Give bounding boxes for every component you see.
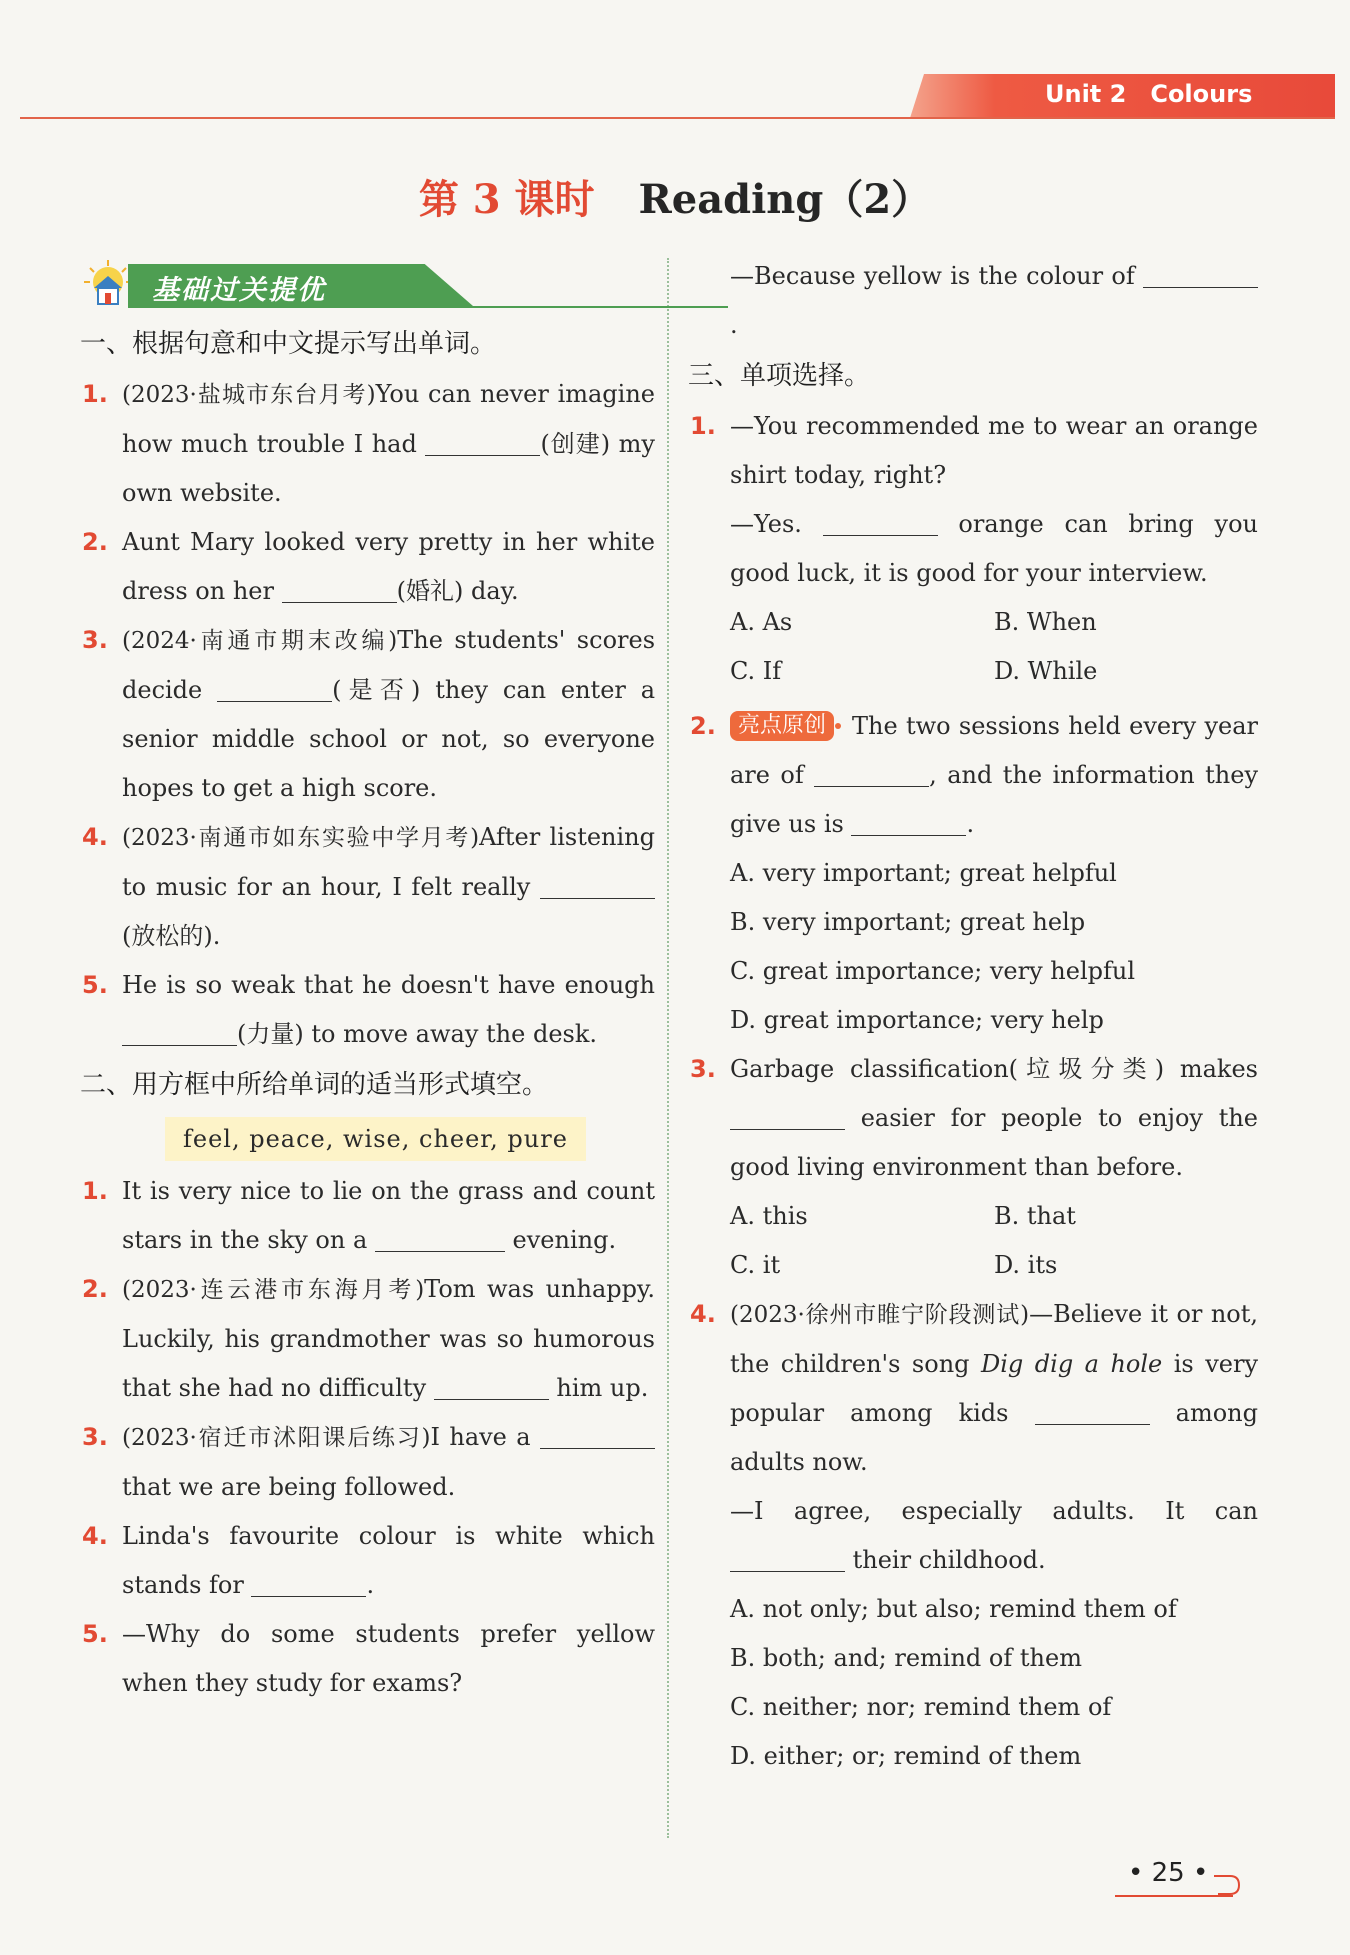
option-c[interactable]: C. If (730, 657, 782, 685)
answer-blank[interactable] (282, 576, 397, 603)
question-source: (2023·盐城市东台月考) (122, 382, 376, 408)
option-b[interactable]: B. When (994, 608, 1097, 636)
question-text: —You recommended me to wear an orange shirt today, right? (730, 412, 1258, 489)
option-b[interactable]: B. very important; great help (730, 908, 1086, 936)
question-text: orange can bring you good luck, it is good for your interview. (730, 510, 1258, 587)
question-number: 1. (690, 412, 716, 440)
question-number: 2. (82, 1275, 108, 1303)
option-c[interactable]: C. it (730, 1251, 781, 1279)
question-text: After listening to music for an hour, I felt really (122, 823, 655, 901)
question-number: 3. (690, 1055, 716, 1083)
question-text: is very popular among kids (730, 1350, 1259, 1427)
question-text: I have a (430, 1423, 540, 1451)
question-number: 1. (82, 1177, 108, 1205)
question-text: You can never imagine how much trouble I had (122, 380, 656, 458)
question-text: they can enter a senior middle school or not, so everyone hopes to get a high score. (122, 676, 655, 802)
s3-question-4 (688, 1290, 1258, 1585)
s2-question-2 (80, 1265, 655, 1413)
option-a[interactable]: A. this (730, 1202, 808, 1230)
answer-blank[interactable] (434, 1373, 549, 1400)
question-text: that we are being followed. (122, 1473, 456, 1501)
question-text: easier for people to enjoy the good living environment than before. (730, 1104, 1258, 1181)
chinese-hint: (婚礼) (396, 577, 464, 605)
option-c[interactable]: C. great importance; very helpful (730, 957, 1136, 985)
question-text: him up. (548, 1374, 649, 1402)
unit-topic: Colours (1150, 80, 1253, 108)
chinese-hint: (创建) (540, 430, 611, 458)
question-text: my own website. (122, 430, 655, 507)
question-number: 2. (82, 528, 108, 556)
question-text: The two sessions held every year are of (730, 712, 1258, 789)
question-number: 2. (690, 712, 716, 740)
s3-q1-options-row1 (688, 598, 1258, 647)
question-text: . (212, 922, 221, 950)
question-source: (2023·连云港市东海月考) (122, 1277, 425, 1303)
unit-number: Unit 2 (1045, 80, 1127, 108)
lesson-title: Reading（2） (638, 176, 932, 223)
chinese-hint: (力量) (237, 1020, 304, 1048)
section3-heading: 三、单项选择。 (688, 361, 871, 391)
question-number: 4. (82, 823, 108, 851)
answer-blank[interactable] (730, 1545, 845, 1572)
right-column (688, 252, 1258, 1781)
question-text: —I agree, especially adults. It can (730, 1497, 1258, 1525)
question-number: 1. (82, 380, 108, 408)
s3-q3-options-row2 (688, 1241, 1258, 1290)
question-number: 5. (82, 971, 108, 999)
question-source: (2023·南通市如东实验中学月考) (122, 825, 480, 851)
s1-question-3 (80, 616, 655, 813)
question-text: to move away the desk. (303, 1020, 598, 1048)
question-text: evening. (504, 1226, 617, 1254)
question-text: . (966, 810, 975, 838)
option-d[interactable]: D. While (994, 657, 1098, 685)
s3-question-1 (688, 402, 1258, 598)
question-text: Garbage classification(垃圾分类) makes (730, 1055, 1258, 1083)
s2-question-3 (80, 1413, 655, 1512)
question-text: , and the information they give us is (730, 761, 1259, 838)
question-source: (2023·宿迁市沭阳课后练习) (122, 1425, 431, 1451)
song-title: Dig dig a hole (981, 1350, 1163, 1378)
answer-blank[interactable] (540, 872, 655, 899)
question-text: —Why do some students prefer yellow when they study for exams? (122, 1620, 655, 1697)
chinese-hint: (是否) (332, 676, 421, 704)
original-badge: 亮点原创 (730, 711, 834, 741)
question-text: Linda's favourite colour is white which stands for (122, 1522, 655, 1599)
question-text: day. (463, 577, 519, 605)
answer-blank[interactable] (251, 1570, 366, 1597)
unit-label (1045, 80, 1276, 108)
question-source: (2024·南通市期末改编) (122, 628, 398, 654)
option-a[interactable]: A. very important; great helpful (730, 859, 1117, 887)
question-text: It is very nice to lie on the grass and count stars in the sky on a (122, 1177, 655, 1254)
question-text: Aunt Mary looked very pretty in her white dress on her (122, 528, 655, 605)
lesson-number: 第 3 课时 (418, 176, 595, 223)
s1-question-1 (80, 370, 655, 518)
question-text: Tom was unhappy. Luckily, his grandmother was so humorous that she had no difficulty (122, 1275, 655, 1402)
option-a[interactable]: A. not only; but also; remind them of (730, 1595, 1177, 1623)
question-number: 5. (82, 1620, 108, 1648)
question-text: among adults now. (730, 1399, 1258, 1476)
option-b[interactable]: B. both; and; remind of them (730, 1644, 1082, 1672)
header-rule (20, 117, 1335, 119)
answer-blank[interactable] (375, 1225, 505, 1252)
answer-blank[interactable] (814, 760, 929, 787)
answer-blank[interactable] (122, 1019, 237, 1046)
question-number: 4. (690, 1300, 716, 1328)
question-text: —Because yellow is the colour of (730, 262, 1143, 290)
option-a[interactable]: A. As (730, 608, 793, 636)
question-text: The students' scores decide (122, 626, 656, 704)
answer-blank[interactable] (425, 429, 540, 456)
s1-question-5 (80, 961, 655, 1059)
banner-label: 基础过关提优 (152, 275, 326, 306)
left-column (80, 258, 655, 1708)
section1-heading: 一、根据句意和中文提示写出单词。 (80, 329, 497, 359)
column-divider (667, 258, 669, 1838)
s1-question-4 (80, 813, 655, 961)
s3-question-2 (688, 702, 1258, 849)
answer-blank[interactable] (823, 509, 938, 536)
answer-blank[interactable] (851, 809, 966, 836)
word-box: feel, peace, wise, cheer, pure (165, 1117, 586, 1161)
answer-blank[interactable] (217, 675, 332, 702)
s3-question-3 (688, 1045, 1258, 1192)
answer-blank[interactable] (1035, 1398, 1150, 1425)
option-c[interactable]: C. neither; nor; remind them of (730, 1693, 1112, 1721)
s1-question-2 (80, 518, 655, 616)
option-d[interactable]: D. either; or; remind of them (730, 1742, 1082, 1770)
question-text: . (366, 1571, 375, 1599)
answer-blank[interactable] (1143, 261, 1258, 288)
s2-question-4 (80, 1512, 655, 1610)
page-title (0, 168, 1350, 225)
question-source: (2023·徐州市睢宁阶段测试) (730, 1302, 1030, 1328)
option-b[interactable]: B. that (994, 1202, 1076, 1230)
question-text: —Yes. (730, 510, 823, 538)
page-arrow-icon (1212, 1872, 1242, 1898)
section-banner (80, 258, 655, 310)
question-text: their childhood. (845, 1546, 1046, 1574)
s3-q1-options-row2 (688, 647, 1258, 696)
section2-heading: 二、用方框中所给单词的适当形式填空。 (80, 1070, 549, 1100)
answer-blank[interactable] (540, 1422, 655, 1449)
banner-rule (128, 306, 728, 308)
option-d[interactable]: D. great importance; very help (730, 1006, 1104, 1034)
question-text: —Believe it or not, the children's song (730, 1300, 1259, 1378)
question-text: He is so weak that he doesn't have enough (122, 971, 655, 999)
chinese-hint: (放松的) (122, 922, 213, 950)
question-number: 4. (82, 1522, 108, 1550)
s2-question-1 (80, 1167, 655, 1265)
s2-question-5-continued (688, 252, 1258, 350)
s2-question-5 (80, 1610, 655, 1708)
house-sun-icon (82, 258, 134, 310)
page-number: • 25 • (1128, 1858, 1209, 1888)
s3-q3-options-row1 (688, 1192, 1258, 1241)
answer-blank[interactable] (730, 1103, 845, 1130)
option-d[interactable]: D. its (994, 1251, 1058, 1279)
question-number: 3. (82, 626, 108, 654)
question-number: 3. (82, 1423, 108, 1451)
question-text: . (730, 311, 738, 339)
